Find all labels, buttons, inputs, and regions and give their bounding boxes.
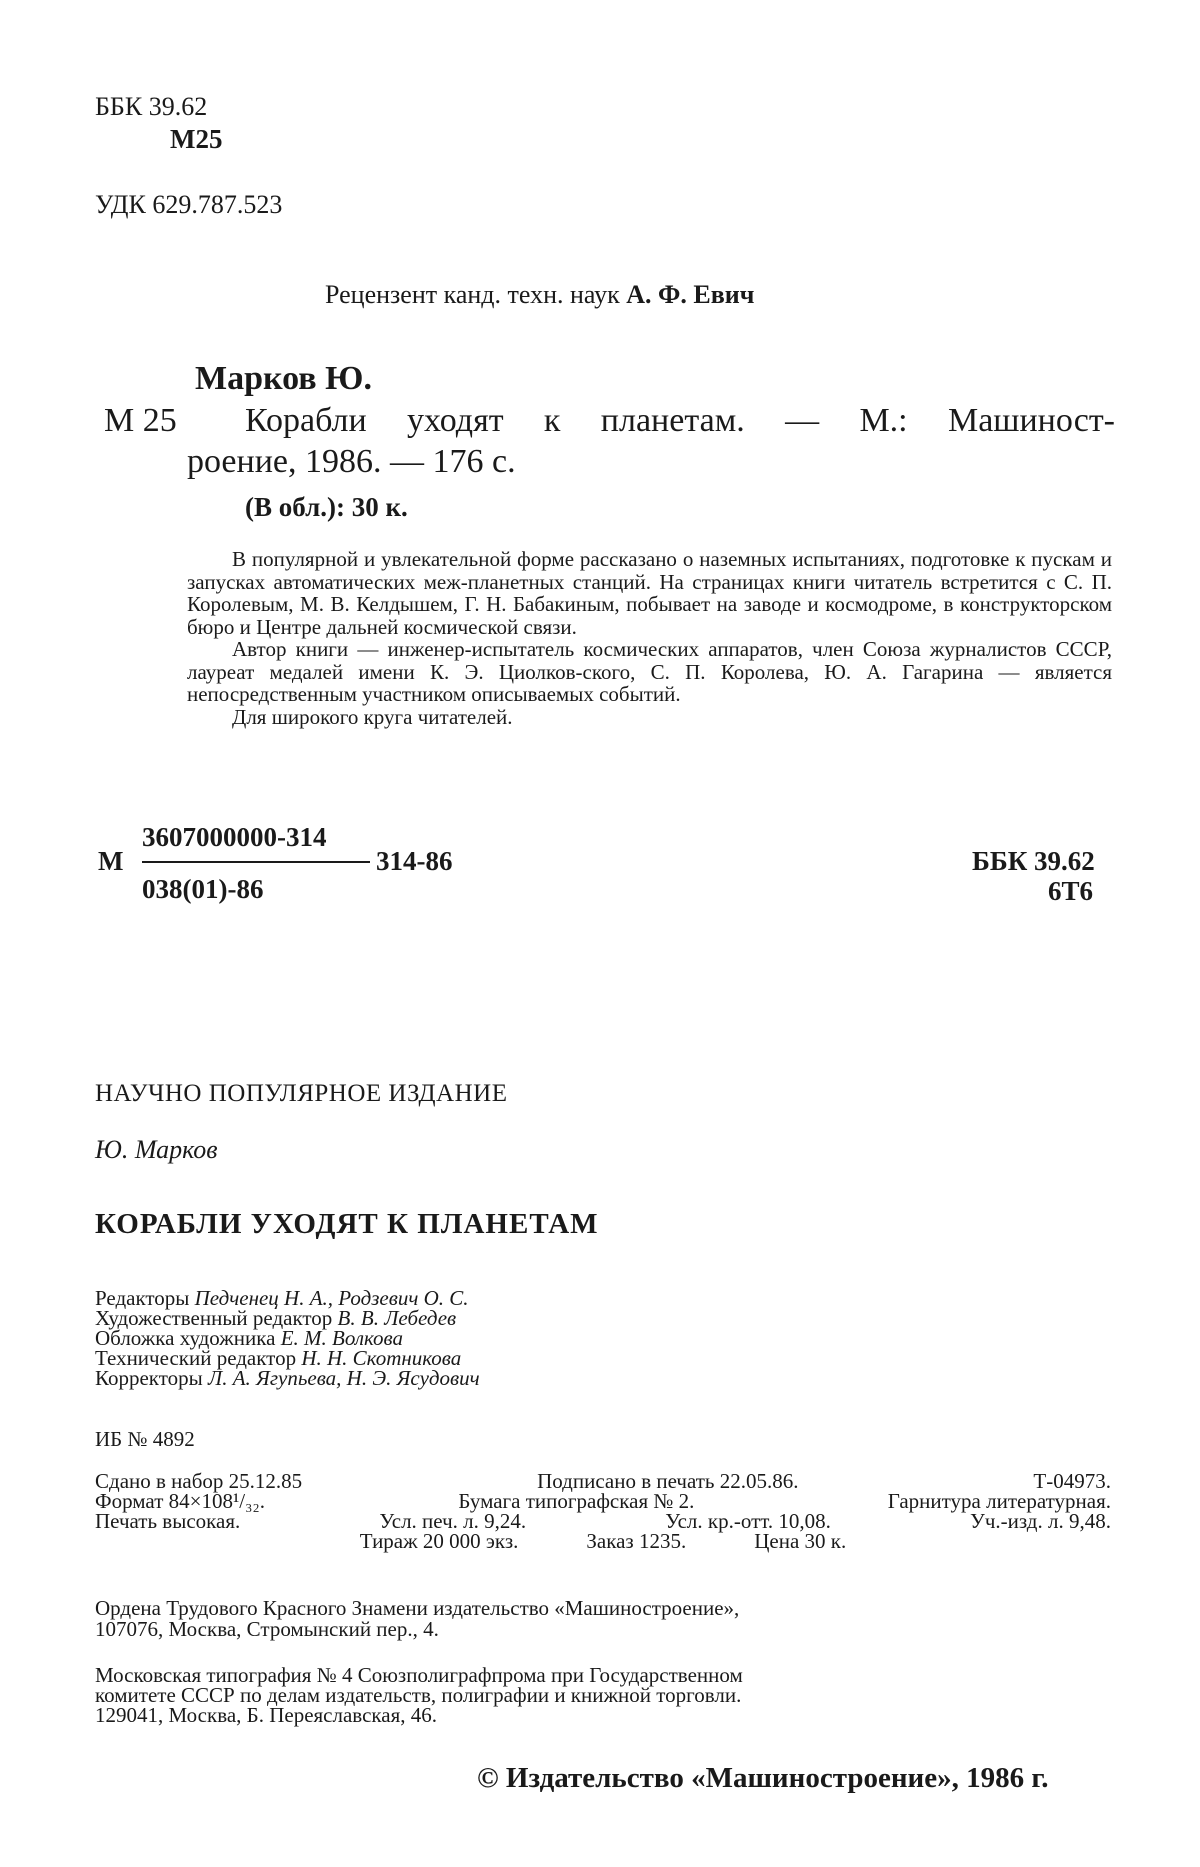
catalog-code-side: 314-86 bbox=[376, 846, 453, 876]
credit-names: Н. Н. Скотникова bbox=[301, 1346, 462, 1370]
credit-names: Педченец Н. А., Родзевич О. С. bbox=[194, 1286, 469, 1310]
print-details-row bbox=[95, 1491, 1111, 1511]
credit-row bbox=[95, 1308, 480, 1328]
ib-number: ИБ № 4892 bbox=[95, 1427, 195, 1451]
credits-list bbox=[95, 1288, 480, 1388]
udk-code: УДК 629.787.523 bbox=[95, 190, 283, 219]
catalog-code-bbk-mark: 6Т6 bbox=[1048, 876, 1094, 906]
copyright-icon: © bbox=[477, 1762, 499, 1794]
credit-names: Е. М. Волкова bbox=[280, 1326, 404, 1350]
bbk-author-mark: М25 bbox=[170, 124, 223, 154]
print-detail: Формат 84×108¹/₃₂. bbox=[95, 1489, 265, 1513]
catalog-imprint-line: роение, 1986. — 176 с. bbox=[187, 443, 516, 480]
credit-role: Обложка художника bbox=[95, 1326, 276, 1350]
print-detail: Т-04973. bbox=[1033, 1469, 1111, 1493]
credit-role: Технический редактор bbox=[95, 1346, 297, 1370]
print-detail: Усл. кр.-отт. 10,08. bbox=[665, 1509, 831, 1533]
print-detail: Заказ 1235. bbox=[586, 1529, 687, 1553]
credit-names: Л. А. Ягупьева, Н. Э. Ясудович bbox=[207, 1366, 480, 1390]
reviewer-line bbox=[325, 280, 754, 310]
print-detail: Бумага типографская № 2. bbox=[458, 1489, 695, 1513]
catalog-code-denominator: 038(01)-86 bbox=[142, 874, 264, 904]
catalog-price: (В обл.): 30 к. bbox=[245, 492, 408, 522]
credit-role: Художественный редактор bbox=[95, 1306, 333, 1330]
catalog-mark: М 25 bbox=[104, 402, 177, 439]
annotation bbox=[187, 548, 1112, 728]
catalog-title-line: Корабли уходят к планетам. — М.: Машиност- bbox=[245, 402, 1115, 439]
annotation-paragraph: Автор книги — инженер-испытатель космических аппаратов, член Союза журналистов СССР, лауреат медалей имени К. Э. Циолков-ского, С. П. Королева, Ю. А. Гагарина — является непосредственным участником описываемых событий. bbox=[187, 637, 1112, 706]
credit-row bbox=[95, 1328, 480, 1348]
publisher-block bbox=[95, 1598, 739, 1640]
credit-role: Корректоры bbox=[95, 1366, 203, 1390]
copyright-text: Издательство «Машиностроение», 1986 г. bbox=[505, 1762, 1049, 1794]
print-details-row bbox=[95, 1531, 1111, 1551]
credit-row bbox=[95, 1368, 480, 1388]
credit-role: Редакторы bbox=[95, 1286, 190, 1310]
print-detail: Цена 30 к. bbox=[754, 1529, 847, 1553]
print-details bbox=[95, 1471, 1111, 1551]
print-detail: Тираж 20 000 экз. bbox=[359, 1529, 519, 1553]
catalog-code-numerator: 3607000000-314 bbox=[142, 822, 327, 852]
edition-author: Ю. Марков bbox=[95, 1135, 218, 1164]
credit-row bbox=[95, 1288, 480, 1308]
annotation-paragraph: Для широкого круга читателей. bbox=[232, 704, 513, 729]
annotation-paragraph: В популярной и увлекательной форме рассказано о наземных испытаниях, подготовке к пускам и запусках автоматических меж-планетных станций. На страницах книги читатель встретится с С. П. Королевым, М. В. Келдышем, Г. Н. Бабакиным, побывает на заводе и космодроме, в конструкторском бюро и Центре дальней космической связи. bbox=[187, 547, 1112, 639]
catalog-author: Марков Ю. bbox=[195, 360, 372, 397]
print-detail: Гарнитура литературная. bbox=[887, 1489, 1111, 1513]
catalog-code-bbk: ББК 39.62 bbox=[972, 846, 1095, 876]
reviewer-prefix: Рецензент канд. техн. наук bbox=[325, 280, 620, 309]
credit-row bbox=[95, 1348, 480, 1368]
print-detail: Сдано в набор 25.12.85 bbox=[95, 1469, 303, 1493]
print-detail: Усл. печ. л. 9,24. bbox=[379, 1509, 527, 1533]
publisher-line: 107076, Москва, Стромынский пер., 4. bbox=[95, 1617, 439, 1641]
print-details-row bbox=[95, 1471, 1111, 1491]
edition-type: НАУЧНО ПОПУЛЯРНОЕ ИЗДАНИЕ bbox=[95, 1080, 508, 1107]
printer-block bbox=[95, 1665, 743, 1725]
catalog-code-letter: М bbox=[98, 846, 124, 876]
book-title: КОРАБЛИ УХОДЯТ К ПЛАНЕТАМ bbox=[95, 1208, 599, 1240]
copyright-line bbox=[477, 1762, 1049, 1795]
printer-line: 129041, Москва, Б. Переяславская, 46. bbox=[95, 1703, 438, 1727]
print-detail: Печать высокая. bbox=[95, 1509, 241, 1533]
printer-line: Московская типография № 4 Союзполиграфпрома при Государственном bbox=[95, 1663, 743, 1687]
credit-names: В. В. Лебедев bbox=[337, 1306, 457, 1330]
catalog-code-fraction-line bbox=[142, 861, 370, 863]
printer-line: комитете СССР по делам издательств, полиграфии и книжной торговли. bbox=[95, 1683, 742, 1707]
publisher-line: Ордена Трудового Красного Знамени издательство «Машиностроение», bbox=[95, 1596, 740, 1620]
print-detail: Подписано в печать 22.05.86. bbox=[537, 1469, 799, 1493]
print-detail: Уч.-изд. л. 9,48. bbox=[969, 1509, 1111, 1533]
bbk-code: ББК 39.62 bbox=[95, 92, 208, 121]
reviewer-name: А. Ф. Евич bbox=[626, 280, 755, 309]
print-details-row bbox=[95, 1511, 1111, 1531]
